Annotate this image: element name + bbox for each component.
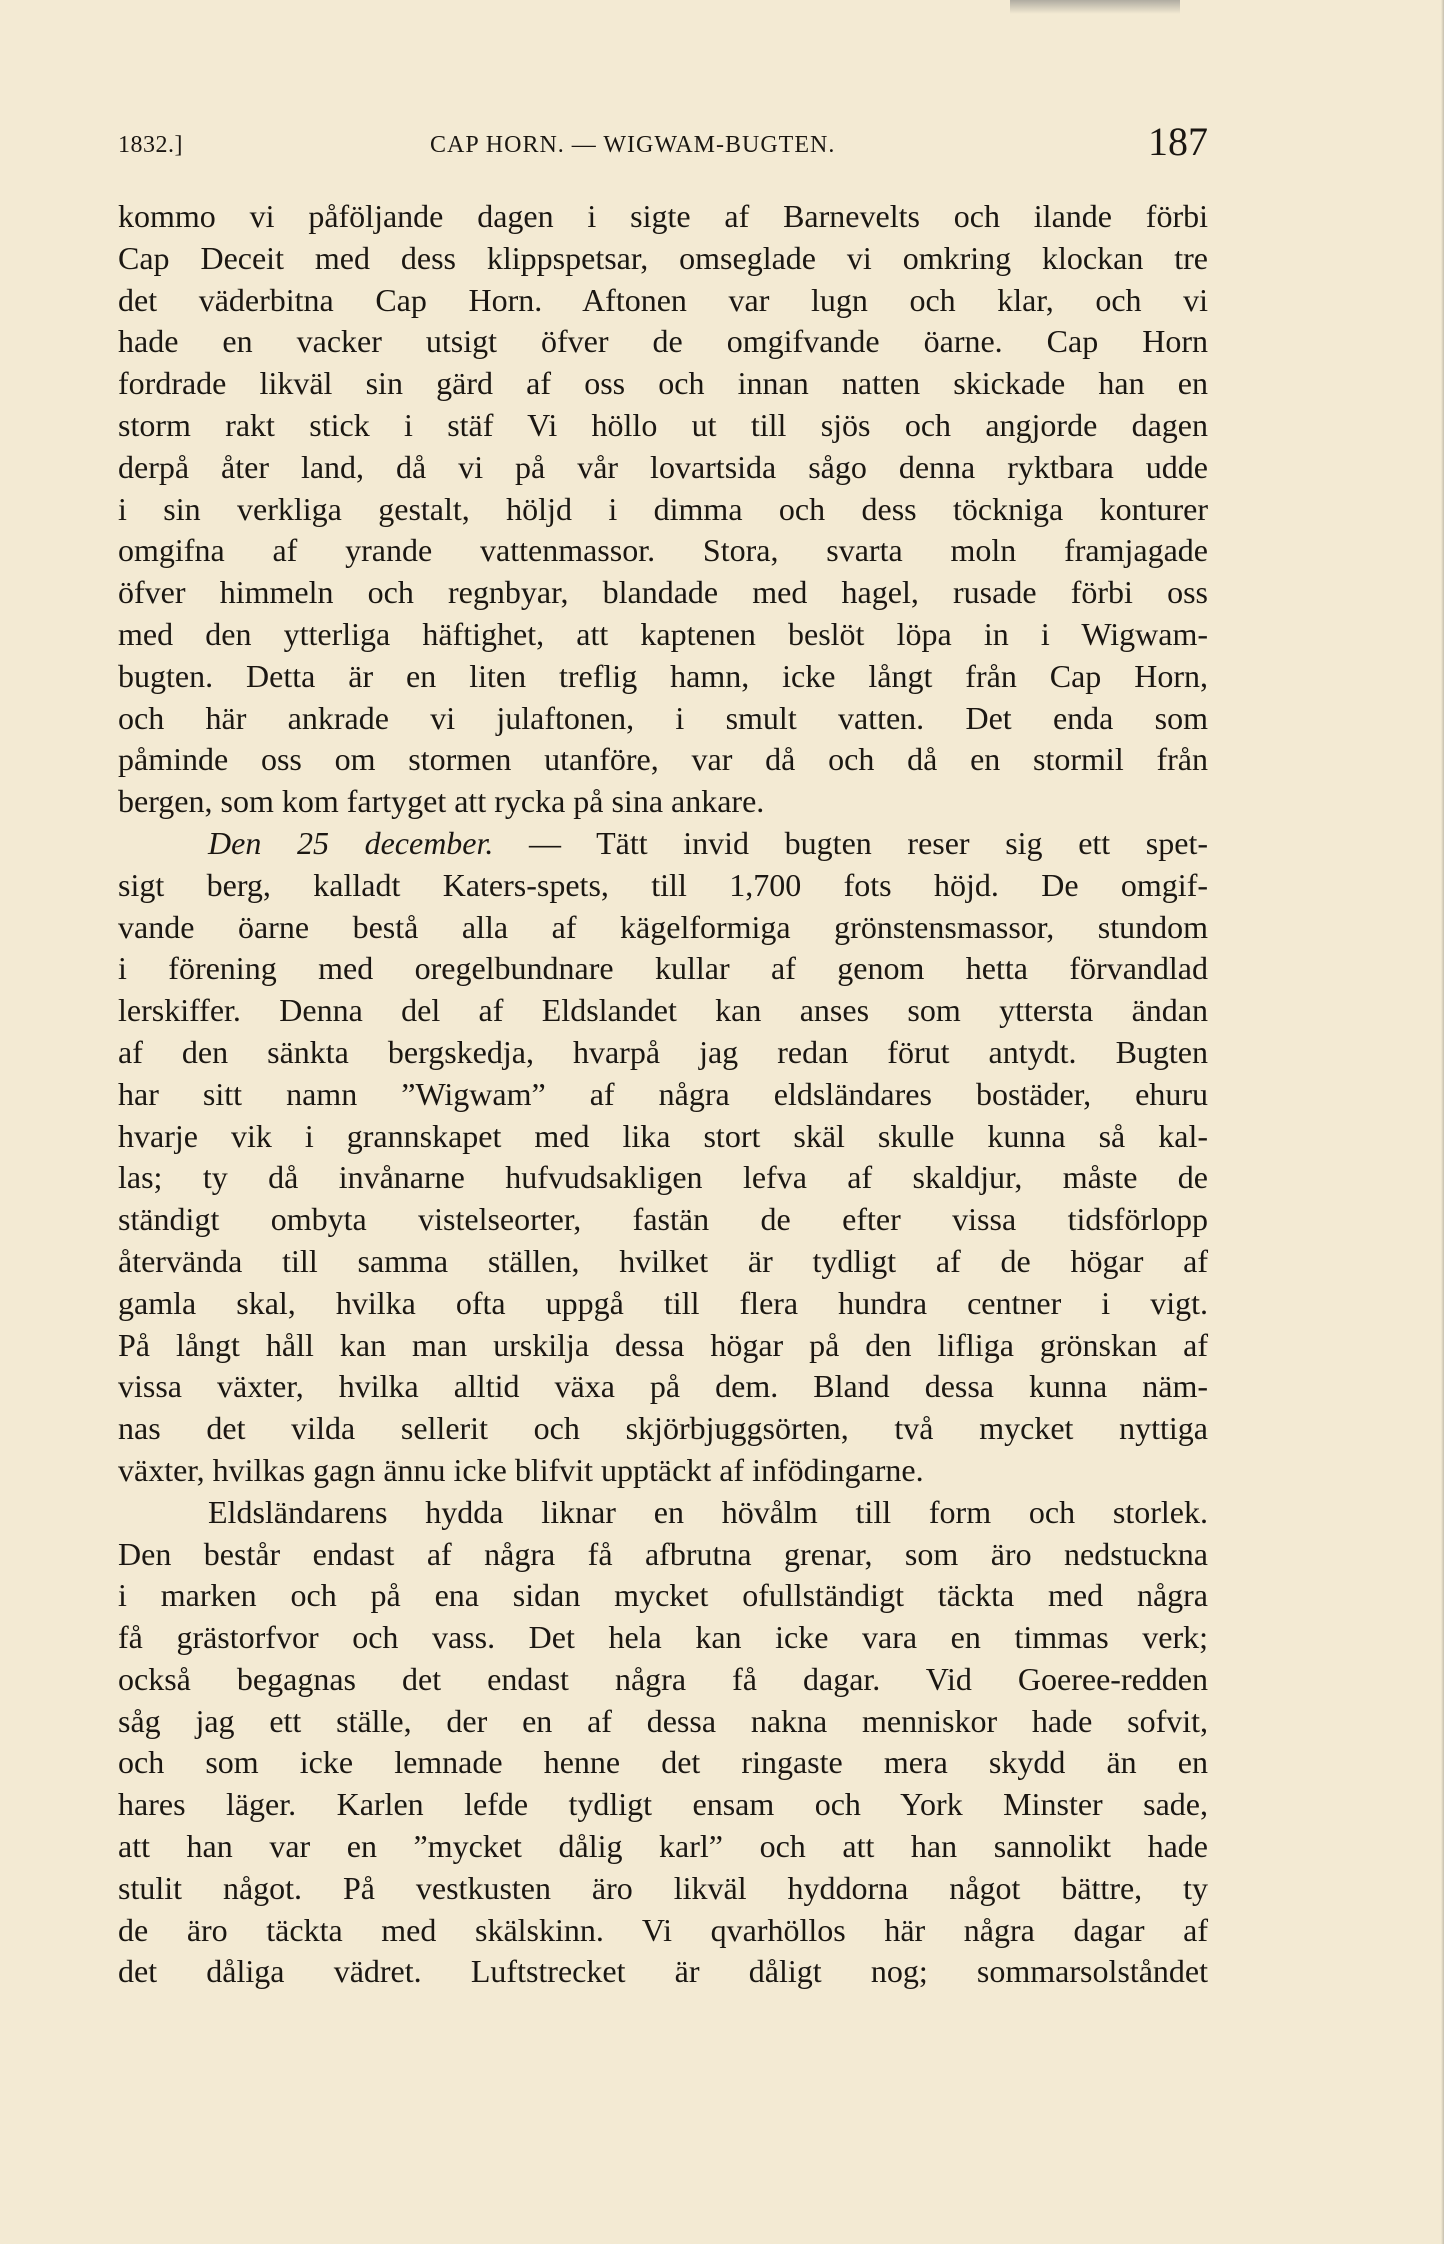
text-line: det dåliga vädret. Luftstrecket är dåligt nog; sommarsolståndet — [118, 1953, 1208, 1990]
text-line: stulit något. På vestkusten äro likväl hyddorna något bättre, ty — [118, 1869, 1208, 1906]
text-line: att han var en ”mycket dålig karl” och att han sannolikt hade — [118, 1828, 1208, 1865]
header-title: CAP HORN. — WIGWAM-BUGTEN. — [430, 132, 836, 158]
text-line: i sin verkliga gestalt, höljd i dimma och dess töckniga konturer — [118, 490, 1208, 527]
date-heading: Den 25 december. — [208, 824, 494, 861]
text-line: hade en vacker utsigt öfver de omgifvande öarne. Cap Horn — [118, 323, 1208, 360]
text-line: bugten. Detta är en liten treflig hamn, icke långt från Cap Horn, — [118, 657, 1208, 694]
text-line: hares läger. Karlen lefde tydligt ensam och York Minster sade, — [118, 1786, 1208, 1823]
text-line: las; ty då invånarne hufvudsakligen lefva af skaldjur, måste de — [118, 1159, 1208, 1196]
date-line-rest: — Tätt invid bugten reser sig ett spet- — [529, 824, 1209, 861]
text-line: också begagnas det endast några få dagar. Vid Goeree-redden — [118, 1660, 1208, 1697]
text-line: omgifna af yrande vattenmassor. Stora, svarta moln framjagade — [118, 532, 1208, 569]
text-line: gamla skal, hvilka ofta uppgå till flera hundra centner i vigt. — [118, 1284, 1208, 1321]
text-line: Den består endast af några få afbrutna grenar, som äro nedstuckna — [118, 1535, 1208, 1572]
text-line: och som icke lemnade henne det ringaste mera skydd än en — [118, 1744, 1208, 1781]
text-line: i förening med oregelbundnare kullar af genom hetta förvandlad — [118, 950, 1208, 987]
text-line: de äro täckta med skälskinn. Vi qvarhöllos här några dagar af — [118, 1911, 1208, 1948]
text-line: På långt håll kan man urskilja dessa högar på den lifliga grönskan af — [118, 1326, 1208, 1363]
text-line: i marken och på ena sidan mycket ofullständigt täckta med några — [118, 1577, 1208, 1614]
scan-shadow — [1010, 0, 1180, 14]
text-line: få grästorfvor och vass. Det hela kan icke vara en timmas verk; — [118, 1619, 1208, 1656]
header-year: 1832.] — [118, 132, 183, 158]
text-line: bergen, som kom fartyget att rycka på sina ankare. — [118, 783, 765, 820]
text-line: med den ytterliga häftighet, att kaptenen beslöt löpa in i Wigwam- — [118, 615, 1208, 652]
text-line: ständigt ombyta vistelseorter, fastän de efter vissa tidsförlopp — [118, 1201, 1208, 1238]
text-line: lerskiffer. Denna del af Eldslandet kan anses som yttersta ändan — [118, 992, 1208, 1029]
page-number: 187 — [1148, 119, 1208, 164]
text-line: nas det vilda sellerit och skjörbjuggsörten, två mycket nyttiga — [118, 1410, 1208, 1447]
text-line: vande öarne bestå alla af kägelformiga grönstensmassor, stundom — [118, 908, 1208, 945]
text-line: sigt berg, kalladt Katers-spets, till 1,700 fots höjd. De omgif- — [118, 866, 1208, 903]
text-line: Eldsländarens hydda liknar en hövålm till form och storlek. — [208, 1493, 1208, 1530]
text-line: vissa växter, hvilka alltid växa på dem. Bland dessa kunna näm- — [118, 1368, 1208, 1405]
text-line: öfver himmeln och regnbyar, blandade med hagel, rusade förbi oss — [118, 574, 1208, 611]
text-line: påminde oss om stormen utanföre, var då och då en stormil från — [118, 741, 1208, 778]
text-line: det väderbitna Cap Horn. Aftonen var lugn och klar, och vi — [118, 281, 1208, 318]
text-line: derpå åter land, då vi på vår lovartsida sågo denna ryktbara udde — [118, 448, 1208, 485]
running-header — [118, 118, 1208, 178]
text-line: växter, hvilkas gagn ännu icke blifvit upptäckt af infödingarne. — [118, 1451, 924, 1488]
text-line: återvända till samma ställen, hvilket är tydligt af de högar af — [118, 1242, 1208, 1279]
text-line: och här ankrade vi julaftonen, i smult vatten. Det enda som — [118, 699, 1208, 736]
text-line: hvarje vik i grannskapet med lika stort skäl skulle kunna så kal- — [118, 1117, 1208, 1154]
text-line: Cap Deceit med dess klippspetsar, omseglade vi omkring klockan tre — [118, 239, 1208, 276]
text-line: af den sänkta bergskedja, hvarpå jag redan förut antydt. Bugten — [118, 1033, 1208, 1070]
text-line: fordrade likväl sin gärd af oss och innan natten skickade han en — [118, 365, 1208, 402]
text-line: storm rakt stick i stäf Vi höllo ut till sjös och angjorde dagen — [118, 406, 1208, 443]
text-line: såg jag ett ställe, der en af dessa nakna menniskor hade sofvit, — [118, 1702, 1208, 1739]
body-text — [118, 196, 1208, 1993]
text-line: kommo vi påföljande dagen i sigte af Barnevelts och ilande förbi — [118, 198, 1208, 234]
date-heading-line — [118, 823, 1208, 865]
text-line: har sitt namn ”Wigwam” af några eldsländares bostäder, ehuru — [118, 1075, 1208, 1112]
